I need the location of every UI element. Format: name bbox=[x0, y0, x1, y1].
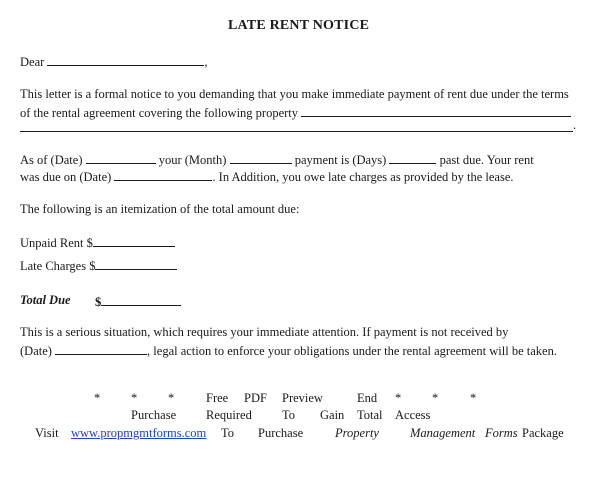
footer-management: Management bbox=[410, 426, 476, 440]
footer-purchase: Purchase bbox=[131, 408, 177, 422]
past-due-text: past due. Your rent bbox=[439, 153, 534, 167]
salutation-comma: , bbox=[204, 55, 208, 69]
footer-star-2: * bbox=[131, 391, 138, 405]
para1-line2 bbox=[20, 104, 571, 121]
footer-access: Access bbox=[395, 408, 431, 422]
due-date-label: was due on (Date) bbox=[20, 170, 112, 184]
days-blank[interactable] bbox=[389, 151, 436, 164]
month-blank[interactable] bbox=[230, 151, 292, 164]
unpaid-rent-blank[interactable] bbox=[93, 234, 175, 247]
footer-free: Free bbox=[206, 391, 229, 405]
footer-to: To bbox=[282, 408, 296, 422]
total-due-row bbox=[20, 293, 71, 308]
unpaid-rent-label: Unpaid Rent $ bbox=[20, 236, 93, 250]
total-due-amount bbox=[95, 293, 181, 310]
deadline-date-blank[interactable] bbox=[55, 342, 147, 355]
late-charges-blank[interactable] bbox=[95, 257, 177, 270]
as-of-date-label: As of (Date) bbox=[20, 153, 83, 167]
footer-forms: Forms bbox=[485, 426, 518, 440]
page-title: LATE RENT NOTICE bbox=[228, 18, 370, 33]
para2-line1 bbox=[20, 151, 534, 168]
footer-preview: Preview bbox=[282, 391, 323, 405]
footer-star-3: * bbox=[168, 391, 175, 405]
footer-gain: Gain bbox=[320, 408, 345, 422]
footer-to-2: To bbox=[221, 426, 235, 440]
due-date-blank[interactable] bbox=[114, 168, 212, 181]
late-charges-row bbox=[20, 257, 177, 274]
para3-line1: This is a serious situation, which requires your immediate attention. If payment is not received by bbox=[20, 325, 509, 339]
late-charges-text: . In Addition, you owe late charges as provided by the lease. bbox=[212, 170, 514, 184]
para1-line2-text: of the rental agreement covering the following property bbox=[20, 106, 299, 120]
legal-action-text: , legal action to enforce your obligations under the rental agreement will be taken. bbox=[147, 344, 557, 358]
para3-line2 bbox=[20, 342, 557, 359]
footer-total: Total bbox=[357, 408, 383, 422]
para1-line1: This letter is a formal notice to you demanding that you make immediate payment of rent due under the terms bbox=[20, 87, 569, 101]
deadline-date-label: (Date) bbox=[20, 344, 52, 358]
recipient-name-blank[interactable] bbox=[47, 53, 204, 66]
total-due-blank[interactable] bbox=[101, 293, 181, 306]
footer-property: Property bbox=[335, 426, 379, 440]
property-address-blank[interactable] bbox=[301, 104, 571, 117]
footer-star-4: * bbox=[395, 391, 402, 405]
days-label: payment is (Days) bbox=[294, 153, 387, 167]
salutation-line bbox=[20, 53, 208, 70]
footer-required: Required bbox=[206, 408, 252, 422]
itemization-intro: The following is an itemization of the total amount due: bbox=[20, 202, 300, 216]
footer-star-1: * bbox=[94, 391, 101, 405]
footer-visit: Visit bbox=[35, 426, 59, 440]
footer-purchase-2: Purchase bbox=[258, 426, 304, 440]
footer-star-6: * bbox=[470, 391, 477, 405]
footer-star-5: * bbox=[432, 391, 439, 405]
footer-end: End bbox=[357, 391, 378, 405]
total-due-label: Total Due bbox=[20, 293, 71, 307]
salutation-label: Dear bbox=[20, 55, 45, 69]
footer-pdf: PDF bbox=[244, 391, 267, 405]
propmgmtforms-link[interactable]: www.propmgmtforms.com bbox=[71, 426, 207, 440]
month-label: your (Month) bbox=[158, 153, 227, 167]
late-charges-label: Late Charges $ bbox=[20, 259, 96, 273]
total-due-dollar: $ bbox=[95, 295, 102, 309]
as-of-date-blank[interactable] bbox=[86, 151, 156, 164]
property-address-blank-line2[interactable] bbox=[20, 131, 573, 132]
para2-line2 bbox=[20, 168, 514, 185]
footer-package: Package bbox=[522, 426, 564, 440]
para1-end-period: . bbox=[573, 118, 577, 132]
unpaid-rent-row bbox=[20, 234, 175, 251]
